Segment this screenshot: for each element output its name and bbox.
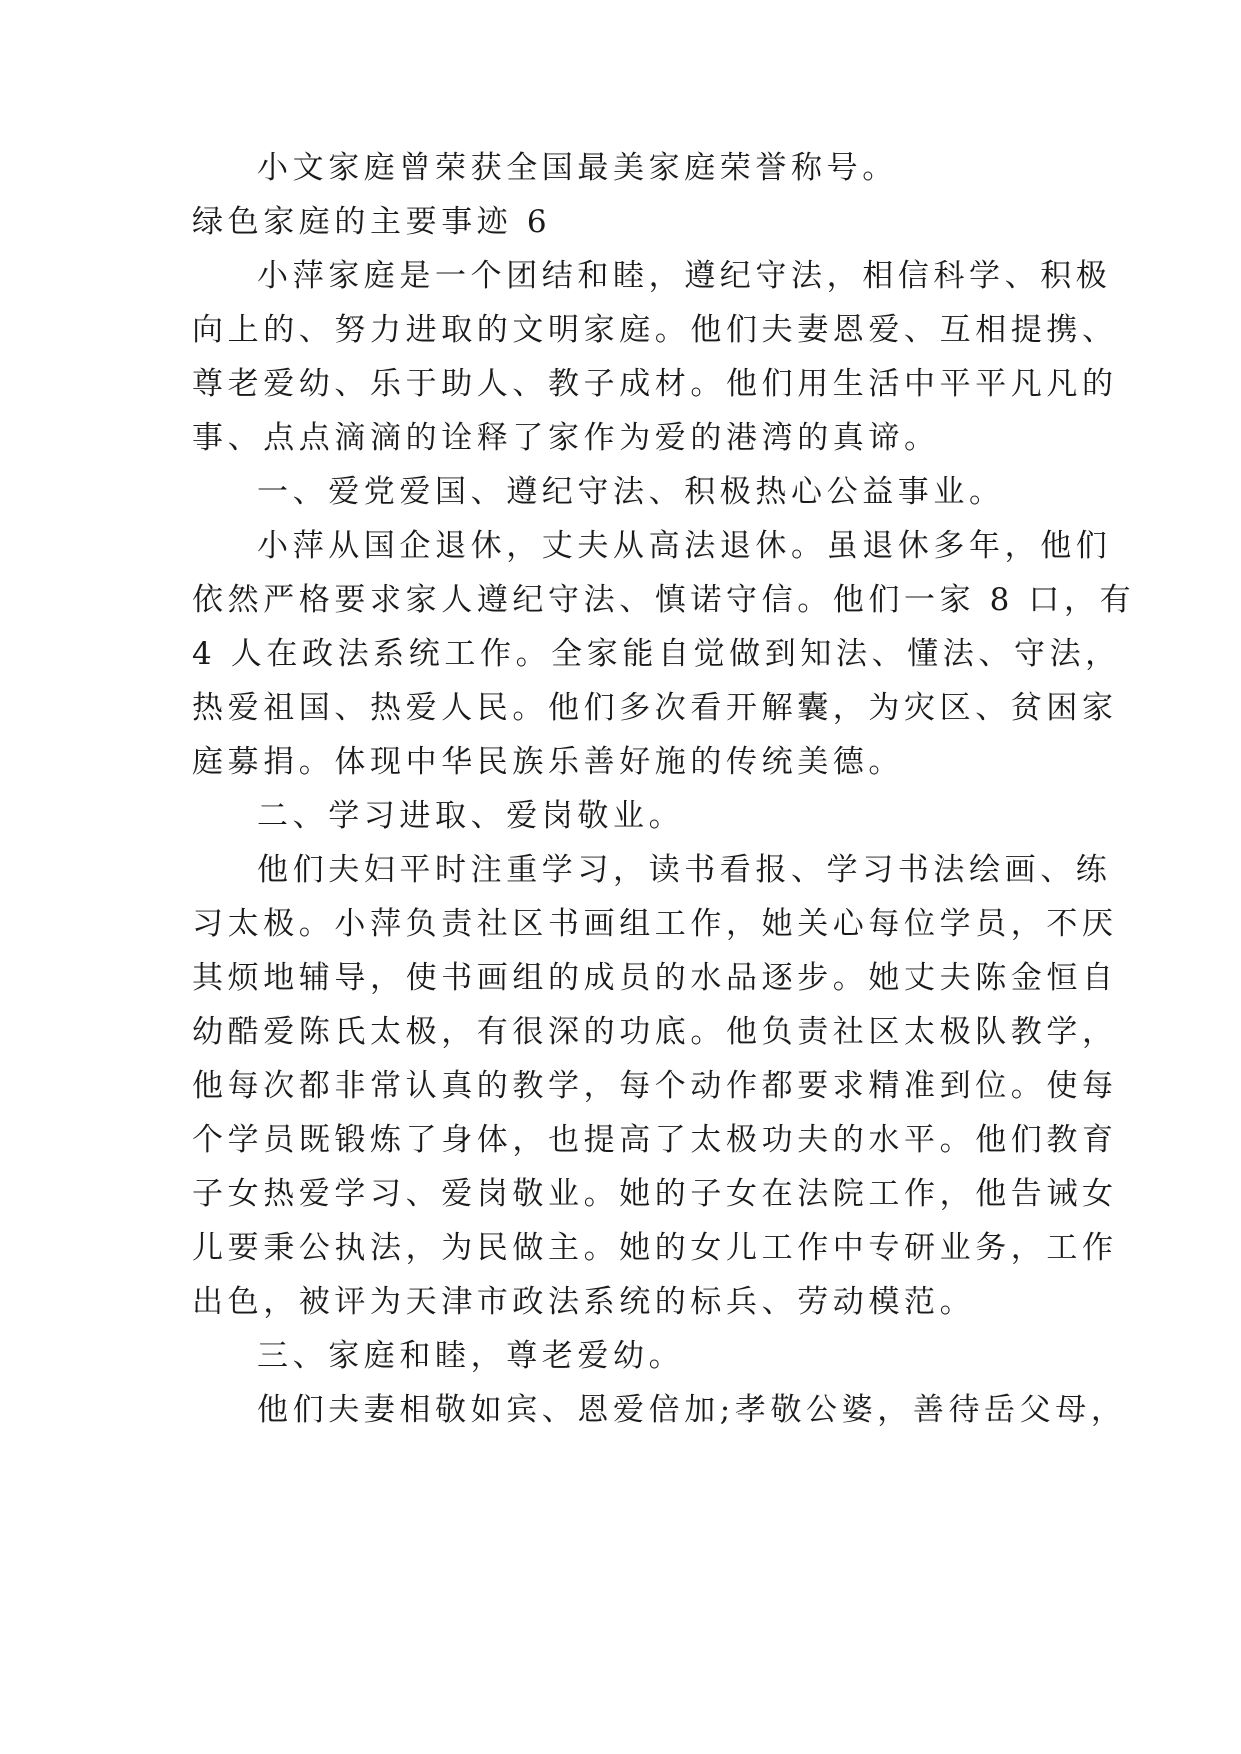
paragraph-line: 他每次都非常认真的教学，每个动作都要求精准到位。使每 (192, 1068, 1118, 1104)
paragraph-line: 小文家庭曾荣获全国最美家庭荣誉称号。 (257, 150, 898, 186)
paragraph-line: 尊老爱幼、乐于助人、教子成材。他们用生活中平平凡凡的 (192, 366, 1118, 402)
paragraph-line: 事、点点滴滴的诠释了家作为爱的港湾的真谛。 (192, 420, 940, 456)
paragraph-line: 小萍从国企退休，丈夫从高法退休。虽退休多年，他们 (257, 528, 1112, 564)
paragraph-line: 出色，被评为天津市政法系统的标兵、劳动模范。 (192, 1284, 976, 1320)
paragraph-line: 依然严格要求家人遵纪守法、慎诺守信。他们一家 8 口，有 (192, 582, 1136, 618)
paragraph-line: 其烦地辅导，使书画组的成员的水品逐步。她丈夫陈金恒自 (192, 960, 1118, 996)
paragraph-line: 习太极。小萍负责社区书画组工作，她关心每位学员，不厌 (192, 906, 1118, 942)
section-heading: 绿色家庭的主要事迹 6 (192, 204, 552, 240)
subheading-line: 二、学习进取、爱岗敬业。 (257, 798, 685, 834)
paragraph-line: 儿要秉公执法，为民做主。她的女儿工作中专研业务，工作 (192, 1230, 1118, 1266)
paragraph-line: 小萍家庭是一个团结和睦，遵纪守法，相信科学、积极 (257, 258, 1112, 294)
paragraph-line: 幼酷爱陈氏太极，有很深的功底。他负责社区太极队教学， (192, 1014, 1118, 1050)
paragraph-line: 他们夫妇平时注重学习，读书看报、学习书法绘画、练 (257, 852, 1112, 888)
paragraph-line: 4 人在政法系统工作。全家能自觉做到知法、懂法、守法， (192, 636, 1121, 672)
paragraph-line: 子女热爱学习、爱岗敬业。她的子女在法院工作，他告诫女 (192, 1176, 1118, 1212)
paragraph-line: 向上的、努力进取的文明家庭。他们夫妻恩爱、互相提携、 (192, 312, 1118, 348)
paragraph-line: 他们夫妻相敬如宾、恩爱倍加;孝敬公婆，善待岳父母， (257, 1392, 1127, 1428)
paragraph-line: 个学员既锻炼了身体，也提高了太极功夫的水平。他们教育 (192, 1122, 1118, 1158)
subheading-line: 一、爱党爱国、遵纪守法、积极热心公益事业。 (257, 474, 1005, 510)
paragraph-line: 庭募捐。体现中华民族乐善好施的传统美德。 (192, 744, 904, 780)
subheading-line: 三、家庭和睦，尊老爱幼。 (257, 1338, 685, 1374)
paragraph-line: 热爱祖国、热爱人民。他们多次看开解囊，为灾区、贫困家 (192, 690, 1118, 726)
